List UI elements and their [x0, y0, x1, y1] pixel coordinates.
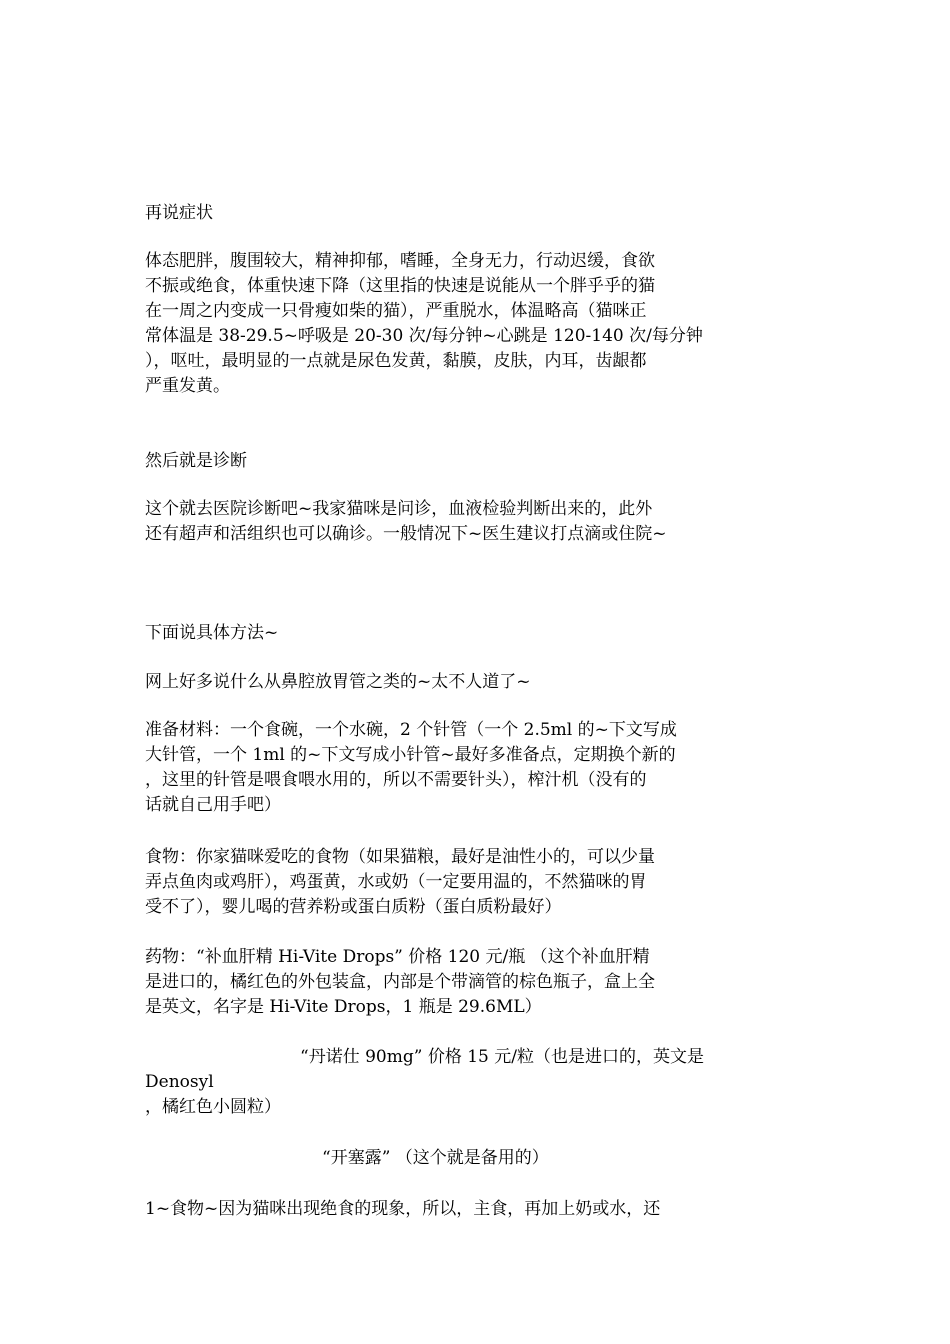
symptoms-line: 严重发黄。 [145, 376, 230, 396]
symptoms-line: 不振或绝食，体重快速下降（这里指的快速是说能从一个胖乎乎的猫 [145, 276, 655, 296]
medicine-line: 是进口的，橘红色的外包装盒，内部是个带滴管的棕色瓶子，盒上全 [145, 972, 655, 992]
step-one-line: 1~食物~因为猫咪出现绝食的现象，所以，主食，再加上奶或水，还 [145, 1199, 661, 1219]
diagnosis-line: 这个就去医院诊断吧~我家猫咪是问诊，血液检验判断出来的，此外 [145, 499, 653, 519]
denosyl-line: Denosyl [145, 1072, 214, 1092]
nasal-tube-note: 网上好多说什么从鼻腔放胃管之类的~太不人道了~ [145, 672, 531, 692]
symptoms-line: ），呕吐，最明显的一点就是尿色发黄，黏膜，皮肤，内耳，齿龈都 [145, 351, 647, 371]
materials-line: 话就自己用手吧） [145, 795, 281, 815]
denosyl-line: ，橘红色小圆粒） [145, 1097, 281, 1117]
diagnosis-line: 还有超声和活组织也可以确诊。一般情况下~医生建议打点滴或住院~ [145, 524, 667, 544]
symptoms-line: 在一周之内变成一只骨瘦如柴的猫），严重脱水，体温略高（猫咪正 [145, 301, 647, 321]
heading-methods: 下面说具体方法~ [145, 623, 279, 643]
heading-symptoms: 再说症状 [145, 203, 213, 223]
symptoms-line: 常体温是 38-29.5~呼吸是 20-30 次/每分钟~心跳是 120-140 次/每分钟 [145, 326, 703, 346]
symptoms-line: 体态肥胖，腹围较大，精神抑郁，嗜睡，全身无力，行动迟缓，食欲 [145, 251, 655, 271]
medicine-line: 药物：“补血肝精 Hi-Vite Drops” 价格 120 元/瓶 （这个补血肝精 [145, 947, 650, 967]
food-line: 食物：你家猫咪爱吃的食物（如果猫粮，最好是油性小的，可以少量 [145, 847, 655, 867]
heading-diagnosis: 然后就是诊断 [145, 451, 247, 471]
denosyl-line: “丹诺仕 90mg” 价格 15 元/粒（也是进口的，英文是 [300, 1047, 704, 1067]
kaisailu-line: “开塞露” （这个就是备用的） [322, 1148, 549, 1168]
food-line: 弄点鱼肉或鸡肝），鸡蛋黄，水或奶（一定要用温的，不然猫咪的胃 [145, 872, 647, 892]
materials-line: ，这里的针管是喂食喂水用的，所以不需要针头），榨汁机（没有的 [145, 770, 647, 790]
materials-line: 大针管，一个 1ml 的~下文写成小针管~最好多准备点，定期换个新的 [145, 745, 676, 765]
food-line: 受不了），婴儿喝的营养粉或蛋白质粉（蛋白质粉最好） [145, 897, 562, 917]
materials-line: 准备材料：一个食碗，一个水碗，2 个针管（一个 2.5ml 的~下文写成 [145, 720, 677, 740]
medicine-line: 是英文，名字是 Hi-Vite Drops，1 瓶是 29.6ML） [145, 997, 542, 1017]
